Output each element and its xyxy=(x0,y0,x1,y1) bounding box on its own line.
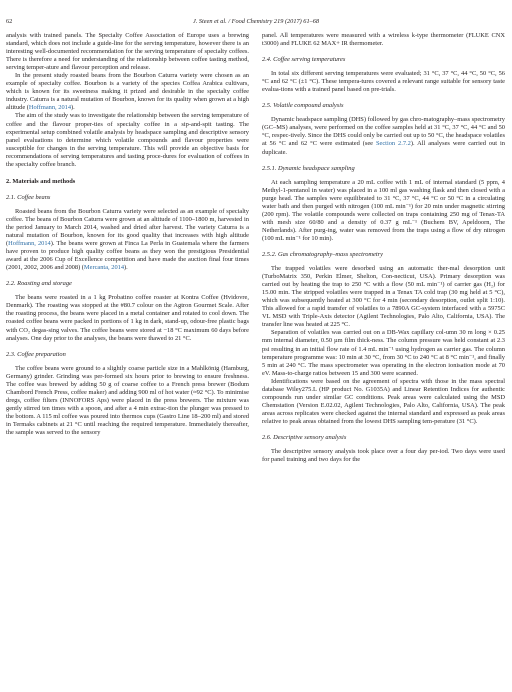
paragraph: The descriptive sensory analysis took place over a four day per-iod. Two days were used for panel training and two days for the xyxy=(262,448,505,464)
paragraph: In total six different serving temperatures were evaluated; 31 °C, 37 °C, 44 °C, 50 °C, 56 °C and 62 °C (±1 °C). These tempera-tures covered a relevant range suitable for sensory taste evalua-tions with a trained panel based on pre-trials. xyxy=(262,70,505,94)
subsection-heading: 2.1. Coffee beans xyxy=(6,193,51,201)
subsection-heading: 2.6. Descriptive sensory analysis xyxy=(262,433,347,441)
section-link[interactable]: Section 2.7.2 xyxy=(375,140,411,148)
paragraph: The aim of the study was to investigate the relationship between the serving temperature of coffee and the flavour proper-ties of specialty coffee in a sip-and-spit tasting. The experimental setup combined volatile analysis by headspace sampling and descriptive sensory panel evaluations to determine which volatile compounds and flavour properties were susceptible for changes in the serving temperature. This will provide an objective basis for recommendations of serving temperatures and tasting proce-dures for evaluation of coffees in the specialty coffee branch. xyxy=(6,112,249,168)
paragraph: Identifications were based on the agreement of spectra with those in the mass spectral database Wiley275.L (HP product No. G1035A) and Linear Retention Indices for authentic compounds run under similar GC conditions. Peak areas were calculated using the MSD Chemstation (Version E.02.02, Agilent Technologies, Palo Alto, California, USA). The peak areas across replicates were checked against the internal standard and expressed as peak areas relative to peak areas obtained from the lowest DHS sampling tem-perature (31 °C). xyxy=(262,377,505,425)
paragraph: The coffee beans were ground to a slightly coarse particle size in a Mahlkönig (Hamburg, Germany) grinder. Grinding was per-formed six hours prior to brewing to ensure freshness. The coffee was brewed by adding 50 g of coarse coffee to a French press brewer (Bodum Chambord French Press, coffee maker) and adding 900 ml of hot water (≈92 °C). To minimise dregs, coffee filters (INNOFORS Aps) were placed in the press brewers. The mixture was gently stirred ten times with a spoon, and after a 4 min extrac-tion the plunger was pressed to the bottom. A 115 ml coffee was poured into thermos cups (Gastro Line 18–200 ml) and stored in Termaks cabinets at 21 °C until reaching the required temperature. Immediately thereafter, the sample was served to the sensory xyxy=(6,364,249,437)
paragraph: In the present study roasted beans from the Bourbon Caturra variety were chosen as an example of specialty coffee. Bourbon is a variety of the species Coffea Arabica cultivars, which is known for its sweetness making it prized and desirable in the specialty coffee industry. Caturra is a natural mutation of Bourbon, known for its quality when grown at a high altitude (Hoffmann, 2014). xyxy=(6,72,249,112)
paragraph: At each sampling temperature a 20 mL coffee with 1 mL of internal standard (5 ppm, 4 Methyl-1-pentanol in water) was placed in a 100 ml gas washing flask and then closed with a purge head. The samples were equilibrated to 31 °C, 37 °C, 44 °C or 50 °C in a circulating water bath and then purged with nitrogen (100 mL min⁻¹) for 20 min under magnetic stirring (200 rpm). The volatile compounds were collected on traps containing 250 mg of Tenax-TA with mesh size 60/80 and a density of 0.37 g mL⁻¹ (Buchem BV, Apeldoorn, The Netherlands). After purg-ing, water was removed from the traps using a flow of dry nitrogen (100 mL min⁻¹ for 10 min). xyxy=(262,178,505,242)
paragraph: Dynamic headspace sampling (DHS) followed by gas chro-matography–mass spectrometry (GC–MS) analyses, were performed on the coffee samples held at 31 °C, 37 °C, 44 °C and 50 °C, respec-tively. Since the DHS could only be carried out up to 50 °C, the headspace volatiles at 56 °C and 62 °C were estimated (see Section 2.7.2). All analyses were carried out in duplicate. xyxy=(262,116,505,156)
subsection-heading: 2.5. Volatile compound analysis xyxy=(262,102,344,110)
left-column xyxy=(6,32,249,437)
paragraph: panel. All temperatures were measured with a wireless k-type thermometer (FLUKE CNX t3000) and FLUKE 62 MAX+ IR thermometer. xyxy=(262,32,505,48)
subsection-heading: 2.5.1. Dynamic headspace sampling xyxy=(262,164,355,172)
paragraph: The beans were roasted in a 1 kg Probatino coffee roaster at Kontra Coffee (Hvidovre, Denmark). The roasting was stopped at the #80.7 colour on the Agtron Gourmet Scale. After the roasting process, the beans were placed in a metal container and rotated to cool down. The roasted coffee beans were packed in portions of 1 kg in dark, stand-up, odour-free plastic bags with CO₂ degas-sing valves. The coffee beans were stored at −18 °C maximum 60 days before analyses. One day prior to the analyses, the beans were thawed to 21 °C. xyxy=(6,294,249,342)
paragraph: The trapped volatiles were desorbed using an automatic ther-mal desorption unit (TurboMatrix 350, Perkin Elmer, Shelton, Con-necticut, USA). Primary desorption was carried out by heating the trap to 250 °C with a flow (50 mL min⁻¹) of carrier gas (H₂) for 15.00 min. The stripped volatiles were trapped in a Tenax TA cold trap (30 mg held at 5 °C), which was subsequently heated at 300 °C for 4 min (secondary desorption, outlet split 1:10). This allowed for a rapid transfer of volatiles to a 7890A GC-system interfaced with a 5975C VL MSD with Triple-Axis detector (Agilent Technologies, Palo Alto, California, USA). The transfer line was heated at 225 °C. xyxy=(262,265,505,329)
section-heading: 2. Materials and methods xyxy=(6,177,76,185)
paragraph: Roasted beans from the Bourbon Caturra variety were selected as an example of specialty coffee. The beans of Bourbon Caturra were grown at an altitude of 1100–1800 m, harvested in the period January to March 2014, washed and dried after harvest. The variety Caturra is a natural mutation of Bourbon, known for its good quality that increases with high altitude (Hoffmann, 2014). The beans were grown at Finca La Perla in Guatemala where the farmers have proven to produce high quality coffee beans as they won the prestigious Presidential award at the 2006 Cup of Excellence competition and have made the auction final four times (2001, 2002, 2006 and 2008) (Mercanta, 2014). xyxy=(6,207,249,272)
subsection-heading: 2.4. Coffee serving temperatures xyxy=(262,56,346,64)
citation-link[interactable]: Hoffmann, 2014 xyxy=(8,240,51,248)
right-column xyxy=(262,32,505,464)
page-header xyxy=(6,16,506,28)
subsection-heading: 2.3. Coffee preparation xyxy=(6,350,66,358)
subsection-heading: 2.2. Roasting and storage xyxy=(6,280,72,288)
subsection-heading: 2.5.2. Gas chromatography–mass spectrometry xyxy=(262,250,383,258)
journal-reference: J. Steen et al. / Food Chemistry 219 (2017) 61–68 xyxy=(192,18,320,25)
page-number: 62 xyxy=(6,18,13,25)
paragraph: Separation of volatiles was carried out on a DB-Wax capillary col-umn 30 m long × 0.25 mm internal diameter, 0.50 µm film thick-ness. The column pressure was held constant at 2.3 psi resulting in an initial flow rate of 1.4 mL min⁻¹ using hydrogen as carrier gas. The column temperature programme was: 10 min at 30 °C, from 30 °C to 240 °C at 8 °C min⁻¹, and finally 5 min at 240 °C. The mass spectrometer was operating in the electron ionisation mode at 70 eV. Mass-to-charge ratios between 15 and 300 were scanned. xyxy=(262,329,505,377)
citation-link[interactable]: Mercanta, 2014 xyxy=(83,264,125,272)
paragraph: analysis with trained panels. The Specialty Coffee Association of Europe uses a brewing standard, which does not include a guide-line for the serving temperature, however there is an interesting well-documented recommendation for the serving temperature of specialty coffees. There is therefore a need for understanding of the relationship between coffee tasting method, serving temper-ature and flavour perception and release. xyxy=(6,32,249,72)
citation-link[interactable]: Hoffmann, 2014 xyxy=(28,104,72,112)
